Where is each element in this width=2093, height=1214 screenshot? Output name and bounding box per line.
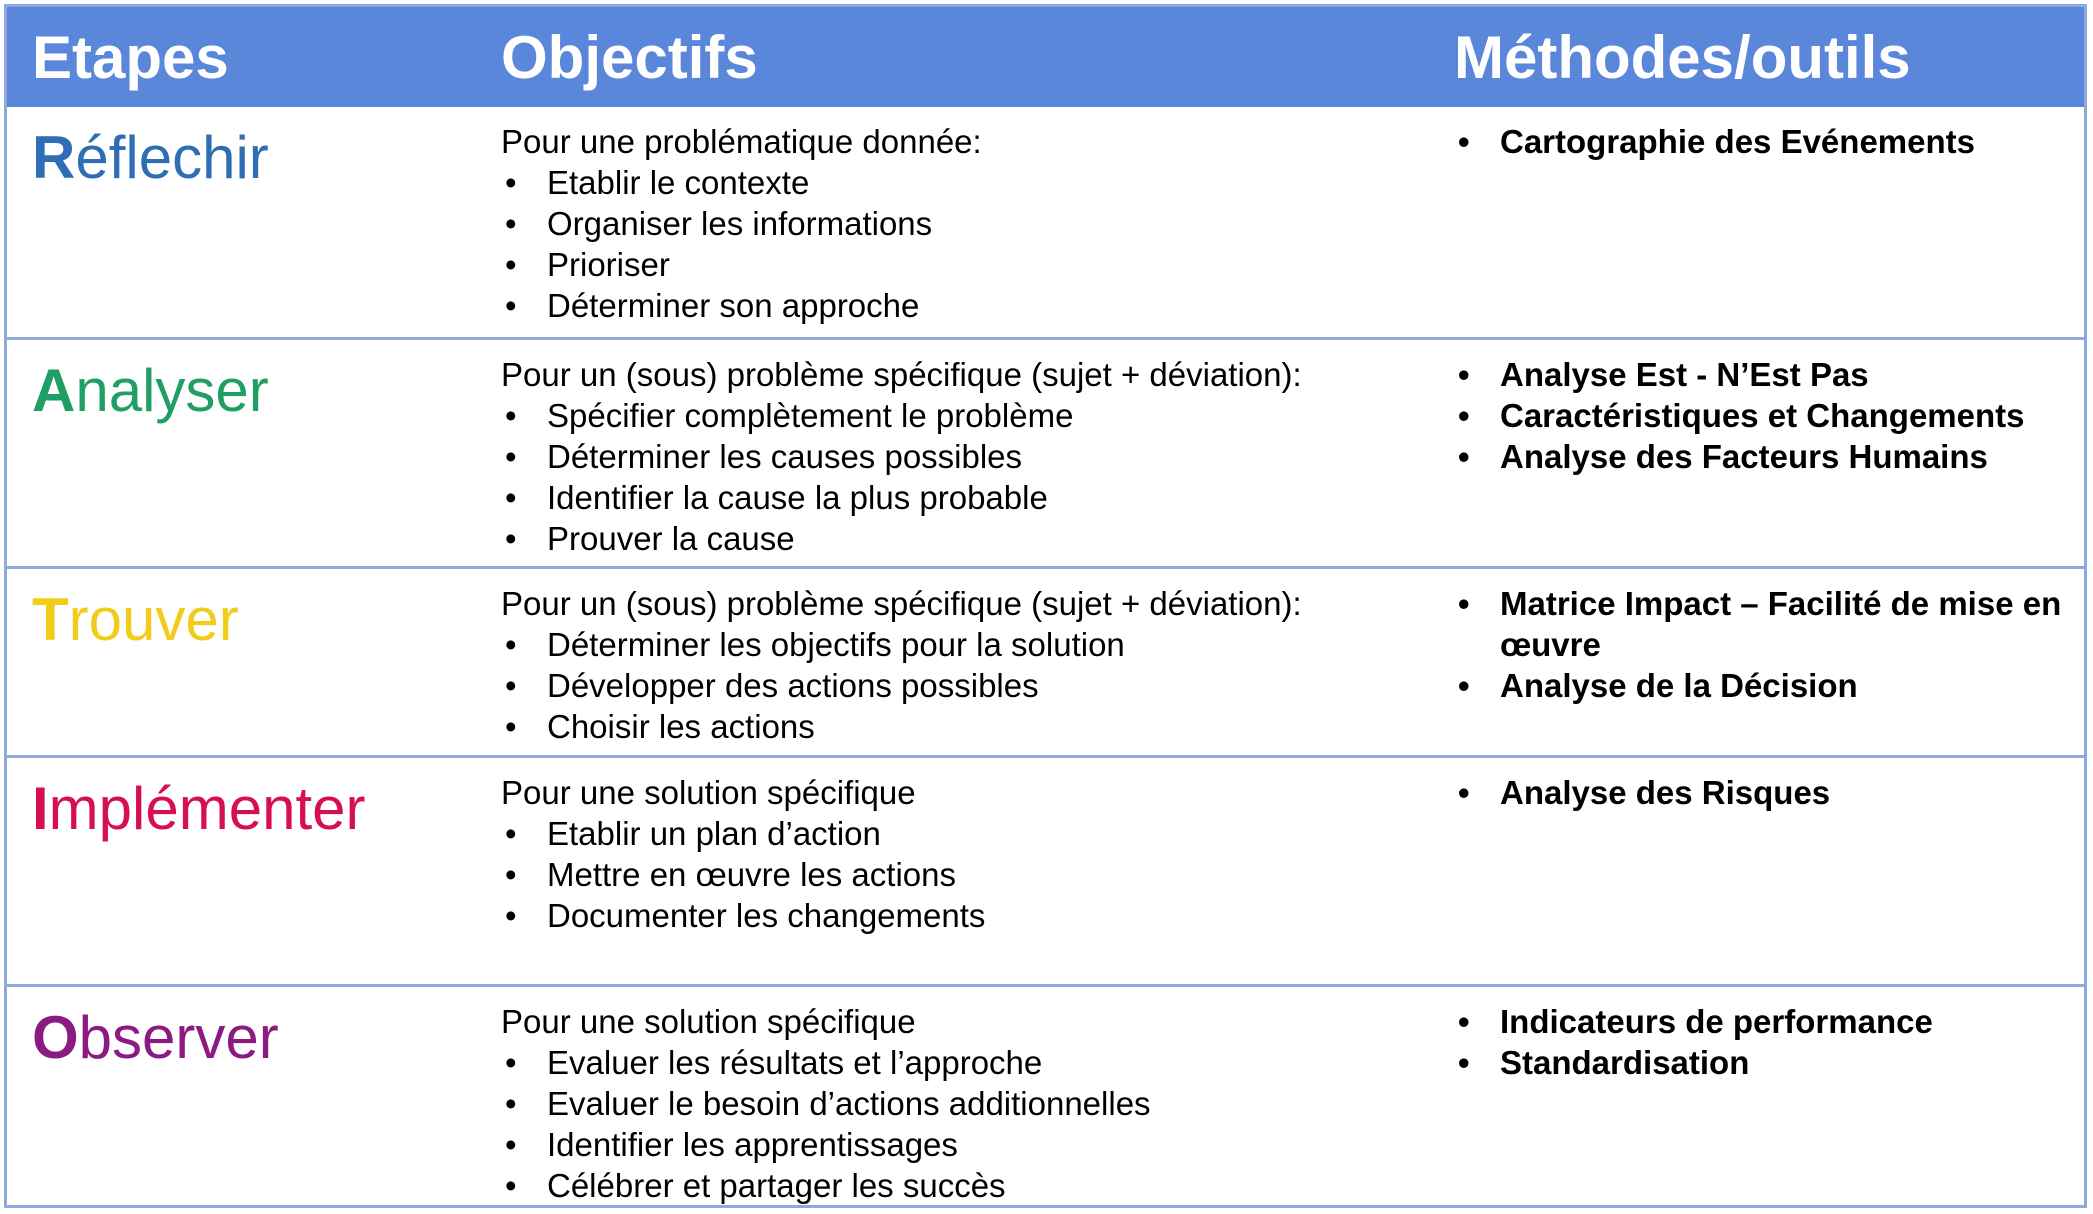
methodes-cell xyxy=(1454,354,2064,477)
list-item: • Analyse Est - N’Est Pas xyxy=(1454,354,2064,395)
objectifs-intro: Pour une solution spécifique xyxy=(501,1003,916,1040)
objectifs-cell xyxy=(501,121,1421,326)
list-item: • Identifier la cause la plus probable xyxy=(501,477,1421,518)
list-item: • Prioriser xyxy=(501,244,1421,285)
etape-rest: mplémenter xyxy=(48,775,366,842)
etape-initial: I xyxy=(32,775,49,842)
list-item: • Spécifier complètement le problème xyxy=(501,395,1421,436)
steps-table xyxy=(4,4,2087,1208)
methodes-list xyxy=(1454,354,2064,477)
etape-initial: T xyxy=(32,586,69,653)
etape-initial: O xyxy=(32,1004,79,1071)
list-item: • Cartographie des Evénements xyxy=(1454,121,2064,162)
table-header xyxy=(7,7,2084,107)
list-item: • Célébrer et partager les succès xyxy=(501,1165,1421,1206)
etape-rest: nalyser xyxy=(75,357,269,424)
list-item: • Indicateurs de performance xyxy=(1454,1001,2064,1042)
list-item: • Prouver la cause xyxy=(501,518,1421,559)
list-item: • Déterminer les causes possibles xyxy=(501,436,1421,477)
methodes-cell xyxy=(1454,583,2064,706)
objectifs-list xyxy=(501,162,1421,326)
etape-rest: rouver xyxy=(68,586,239,653)
objectifs-intro: Pour une problématique donnée: xyxy=(501,123,982,160)
etape-label xyxy=(32,123,269,193)
list-item: • Déterminer son approche xyxy=(501,285,1421,326)
list-item: • Analyse de la Décision xyxy=(1454,665,2064,706)
objectifs-cell xyxy=(501,1001,1421,1206)
etape-label xyxy=(32,356,269,426)
objectifs-list xyxy=(501,813,1421,936)
objectifs-cell xyxy=(501,354,1421,559)
etape-rest: éflechir xyxy=(75,124,269,191)
list-item: • Analyse des Risques xyxy=(1454,772,2064,813)
methodes-cell xyxy=(1454,1001,2064,1083)
methodes-cell xyxy=(1454,121,2064,162)
objectifs-list xyxy=(501,624,1421,747)
list-item: • Développer des actions possibles xyxy=(501,665,1421,706)
methodes-list xyxy=(1454,1001,2064,1083)
etape-label xyxy=(32,585,239,655)
objectifs-list xyxy=(501,395,1421,559)
table-row xyxy=(7,755,2084,984)
list-item: • Identifier les apprentissages xyxy=(501,1124,1421,1165)
table-row xyxy=(7,337,2084,566)
etape-rest: bserver xyxy=(78,1004,279,1071)
objectifs-intro: Pour un (sous) problème spécifique (sujet + déviation): xyxy=(501,585,1302,622)
etape-label xyxy=(32,774,365,844)
list-item: • Mettre en œuvre les actions xyxy=(501,854,1421,895)
methodes-list xyxy=(1454,583,2064,706)
objectifs-list xyxy=(501,1042,1421,1206)
etape-label xyxy=(32,1003,279,1073)
table-row xyxy=(7,107,2084,337)
list-item: • Déterminer les objectifs pour la solution xyxy=(501,624,1421,665)
methodes-list xyxy=(1454,772,2064,813)
etape-initial: R xyxy=(32,124,76,191)
table-row xyxy=(7,566,2084,755)
header-objectifs: Objectifs xyxy=(501,24,758,91)
header-etapes: Etapes xyxy=(32,24,229,91)
header-methodes: Méthodes/outils xyxy=(1454,24,1911,91)
list-item: • Analyse des Facteurs Humains xyxy=(1454,436,2064,477)
list-item: • Etablir un plan d’action xyxy=(501,813,1421,854)
list-item: • Evaluer les résultats et l’approche xyxy=(501,1042,1421,1083)
list-item: • Etablir le contexte xyxy=(501,162,1421,203)
list-item: • Evaluer le besoin d’actions additionnelles xyxy=(501,1083,1421,1124)
objectifs-intro: Pour un (sous) problème spécifique (sujet + déviation): xyxy=(501,356,1302,393)
list-item: • Organiser les informations xyxy=(501,203,1421,244)
methodes-cell xyxy=(1454,772,2064,813)
etape-initial: A xyxy=(32,357,76,424)
list-item: • Matrice Impact – Facilité de mise en œuvre xyxy=(1454,583,2064,665)
table-row xyxy=(7,984,2084,1205)
list-item: • Caractéristiques et Changements xyxy=(1454,395,2064,436)
objectifs-cell xyxy=(501,583,1421,747)
list-item: • Standardisation xyxy=(1454,1042,2064,1083)
objectifs-intro: Pour une solution spécifique xyxy=(501,774,916,811)
list-item: • Documenter les changements xyxy=(501,895,1421,936)
list-item: • Choisir les actions xyxy=(501,706,1421,747)
methodes-list xyxy=(1454,121,2064,162)
objectifs-cell xyxy=(501,772,1421,936)
